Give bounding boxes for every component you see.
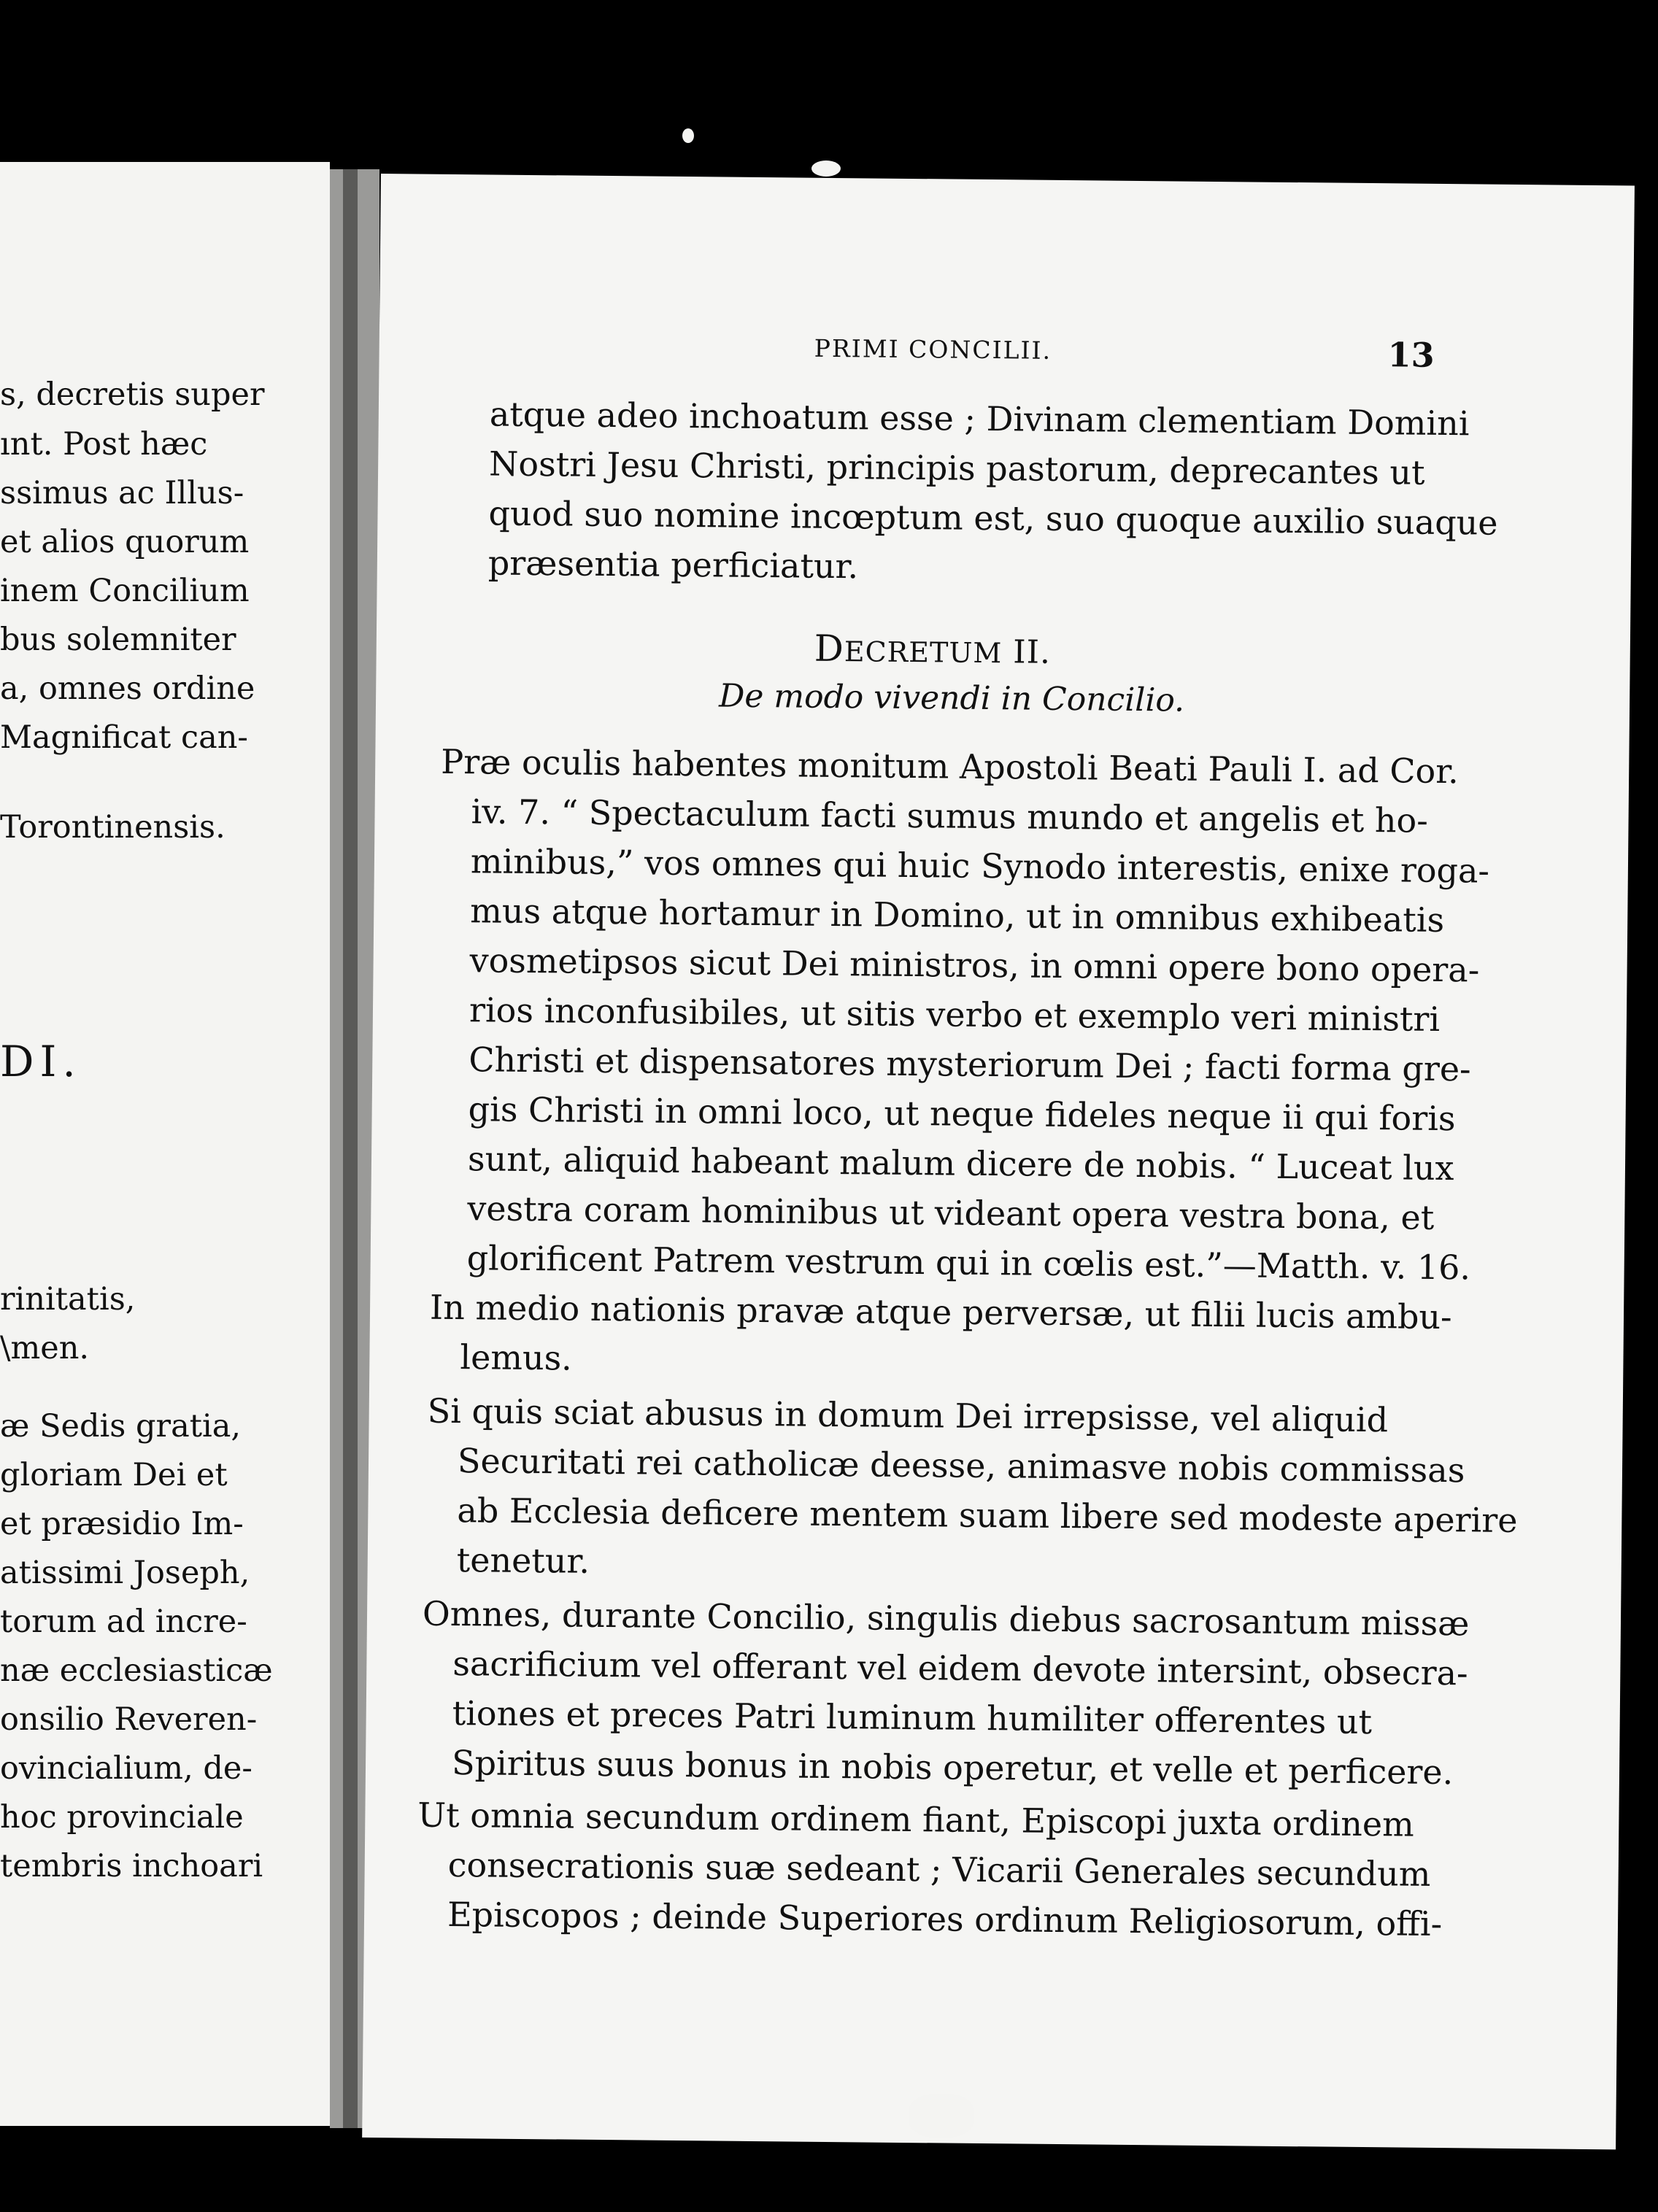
left-page-text-fragment: atissimi Joseph, — [0, 1555, 250, 1591]
left-page-text-fragment: \men. — [0, 1330, 90, 1366]
text-line: ab Ecclesia deficere mentem suam libere sed modeste aperire — [457, 1490, 1518, 1541]
scan-speck — [811, 161, 841, 177]
left-page-text-fragment: s, decretis super — [0, 376, 265, 413]
left-page-text-fragment: æ Sedis gratia, — [0, 1408, 242, 1445]
text-line: gis Christi in omni loco, ut neque fideles neque ii qui foris — [468, 1089, 1456, 1139]
left-page-text-fragment: gloriam Dei et — [0, 1457, 228, 1493]
text-line: Securitati rei catholicæ deesse, animasve nobis commissas — [457, 1441, 1465, 1490]
left-page-text-fragment: a, omnes ordine — [0, 670, 255, 707]
decree-subtitle: De modo vivendi in Concilio. — [718, 677, 1185, 719]
text-line: lemus. — [460, 1337, 573, 1378]
page-number: 13 — [1387, 335, 1435, 375]
left-page-text-fragment: rinitatis, — [0, 1281, 136, 1318]
right-page — [362, 174, 1635, 2149]
left-page-text-fragment: ovincialium, de- — [0, 1750, 252, 1787]
left-page-text-fragment: inem Concilium — [0, 573, 250, 609]
text-line: Omnes, durante Concilio, singulis diebus sacrosantum missæ — [422, 1593, 1470, 1644]
decree-title — [814, 627, 1052, 671]
left-page-text-fragment: ssimus ac Illus- — [0, 475, 244, 511]
text-line: Si quis sciat abusus in domum Dei irrepsisse, vel aliquid — [427, 1391, 1389, 1440]
running-header: PRIMI CONCILII. — [814, 333, 1052, 365]
text-line: Spiritus suus bonus in nobis operetur, et velle et perficere. — [451, 1743, 1454, 1793]
text-line: iv. 7. “ Spectaculum facti sumus mundo et angelis et ho- — [471, 792, 1429, 840]
text-line: Præ oculis habentes monitum Apostoli Beati Pauli I. ad Cor. — [441, 741, 1460, 792]
left-page-heading-fragment: DI. — [0, 1037, 82, 1086]
text-line: Christi et dispensatores mysteriorum Dei ; facti forma gre- — [469, 1040, 1471, 1089]
text-line: tenetur. — [456, 1540, 590, 1581]
text-line: rios inconfusibiles, ut sitis verbo et exemplo veri ministri — [469, 990, 1441, 1039]
text-line: quod suo nomine incœptum est, suo quoque auxilio suaque — [488, 493, 1498, 543]
text-line: vosmetipsos sicut Dei ministros, in omni opere bono opera- — [469, 940, 1480, 990]
text-line: tiones et preces Patri luminum humiliter offerentes ut — [452, 1693, 1373, 1742]
text-line: In medio nationis pravæ atque perversæ, ut filii lucis ambu- — [429, 1287, 1452, 1337]
left-page-text-fragment: onsilio Reveren- — [0, 1701, 258, 1738]
text-line: mus atque hortamur in Domino, ut in omnibus exhibeatis — [470, 891, 1445, 940]
book-gutter-shadow — [343, 169, 358, 2128]
left-page-text-fragment: næ ecclesiasticæ — [0, 1652, 273, 1689]
left-page-text-fragment: torum ad incre- — [0, 1604, 247, 1640]
scan-speck — [682, 128, 694, 143]
left-page-text-fragment: et alios quorum — [0, 524, 250, 560]
text-line: consecrationis suæ sedeant ; Vicarii Generales secundum — [447, 1844, 1431, 1894]
text-line: Ut omnia secundum ordinem fiant, Episcopi juxta ordinem — [417, 1795, 1414, 1844]
left-page-text-fragment: ınt. Post hæc — [0, 426, 208, 463]
decree-title-initial: D — [814, 627, 845, 670]
scan-speck — [909, 2094, 974, 2138]
text-line: vestra coram hominibus ut videant opera vestra bona, et — [467, 1188, 1435, 1237]
left-page-text-fragment: Torontinensis. — [0, 809, 225, 846]
left-page-text-fragment: Magnificat can- — [0, 719, 248, 756]
left-page-text-fragment: hoc provinciale — [0, 1799, 244, 1836]
text-line: atque adeo inchoatum esse ; Divinam clementiam Domini — [489, 394, 1470, 444]
left-page-text-fragment: bus solemniter — [0, 622, 236, 658]
text-line: sacrificium vel offerant vel eidem devote intersint, obsecra- — [452, 1644, 1468, 1693]
left-page-text-fragment: et præsidio Im- — [0, 1506, 244, 1542]
decree-title-numeral: II. — [1002, 633, 1052, 671]
left-page-text-fragment: tembris inchoari — [0, 1848, 263, 1884]
left-page — [0, 162, 330, 2126]
decree-title-word: ECRETUM — [844, 635, 1003, 670]
text-line: glorificent Patrem vestrum qui in cœlis est.”—Matth. v. 16. — [466, 1238, 1471, 1288]
text-line: Episcopos ; deinde Superiores ordinum Religiosorum, offi- — [447, 1894, 1443, 1944]
text-line: Nostri Jesu Christi, principis pastorum, deprecantes ut — [488, 444, 1425, 492]
text-line: minibus,” vos omnes qui huic Synodo interestis, enixe roga- — [470, 841, 1490, 891]
text-line: sunt, aliquid habeant malum dicere de nobis. “ Luceat lux — [467, 1139, 1454, 1188]
text-line: præsentia perficiatur. — [487, 543, 859, 587]
